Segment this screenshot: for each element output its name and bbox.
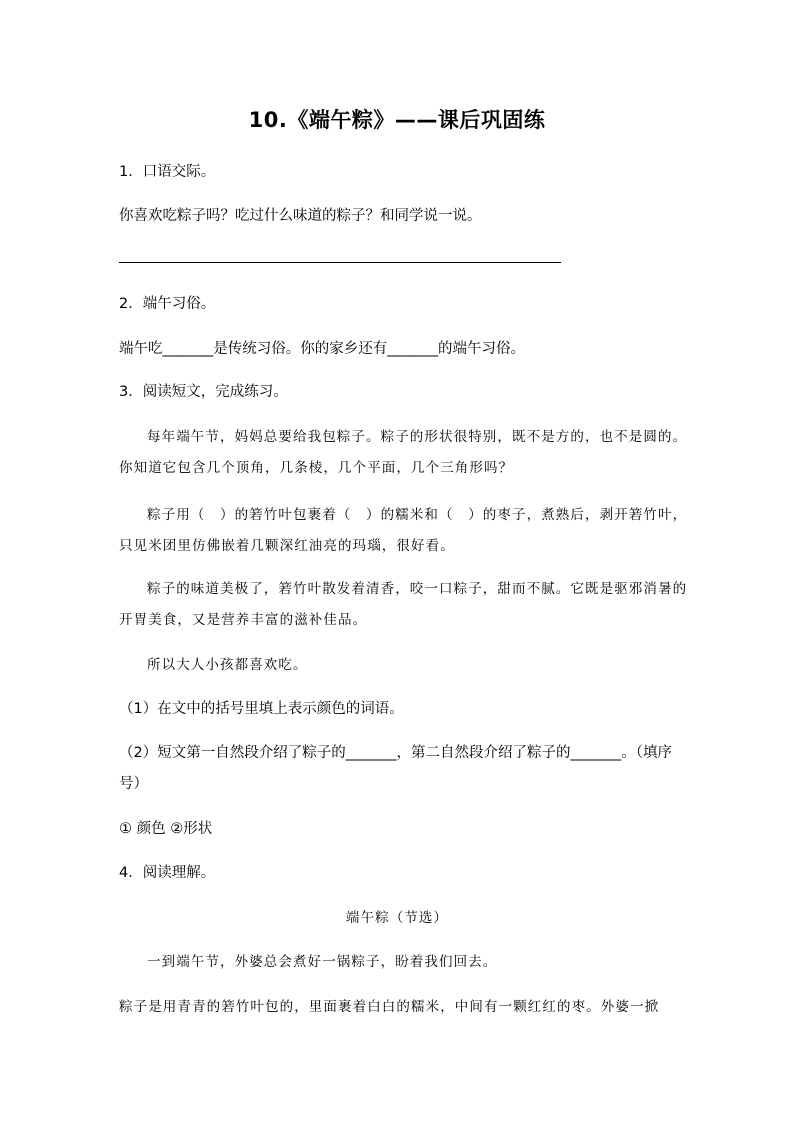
q4-passage-line: 粽子是用青青的箬竹叶包的，里面裹着白白的糯米，中间有一颗红红的枣。外婆一掀 [119,999,660,1015]
q3-options: ① 颜色 ②形状 [119,821,213,837]
q3-heading: 3．阅读短文，完成练习。 [119,384,288,400]
q3-passage-line: 只见米团里仿佛嵌着几颗深红油亮的玛瑙，很好看。 [119,538,455,554]
q3-passage-line: 所以大人小孩都喜欢吃。 [147,657,308,673]
answer-line [119,262,561,263]
q3-sub2-cont: 号） [119,776,148,792]
q3-passage-line: 开胃美食，又是营养丰富的滋补佳品。 [119,612,368,628]
q3-sub1: （1）在文中的括号里填上表示颜色的词语。 [119,701,404,717]
page-title: 10.《端午粽》——课后巩固练 [248,108,546,132]
q2-sentence: 端午吃_______是传统习俗。你的家乡还有_______的端午习俗。 [119,341,525,357]
q3-passage-line: 粽子用（ ）的箬竹叶包裹着（ ）的糯米和（ ）的枣子，煮熟后，剥开箬竹叶， [147,507,688,523]
q3-passage-line: 粽子的味道美极了，箬竹叶散发着清香，咬一口粽子，甜而不腻。它既是驱邪消暑的 [147,581,688,597]
q3-passage-line: 每年端午节，妈妈总要给我包粽子。粽子的形状很特别，既不是方的，也不是圆的。 [147,429,688,445]
q1-heading: 1．口语交际。 [119,164,216,180]
q2-heading: 2．端午习俗。 [119,296,216,312]
q4-passage-title: 端午粽（节选） [345,910,449,926]
q4-passage-line: 一到端午节，外婆总会煮好一锅粽子，盼着我们回去。 [147,954,498,970]
q1-prompt: 你喜欢吃粽子吗？吃过什么味道的粽子？和同学说一说。 [119,208,482,224]
q4-heading: 4．阅读理解。 [119,865,216,881]
q3-passage-line: 你知道它包含几个顶角，几条棱，几个平面，几个三角形吗？ [119,460,514,476]
q3-sub2: （2）短文第一自然段介绍了粽子的_______，第二自然段介绍了粽子的_______。（填序 [119,745,672,761]
